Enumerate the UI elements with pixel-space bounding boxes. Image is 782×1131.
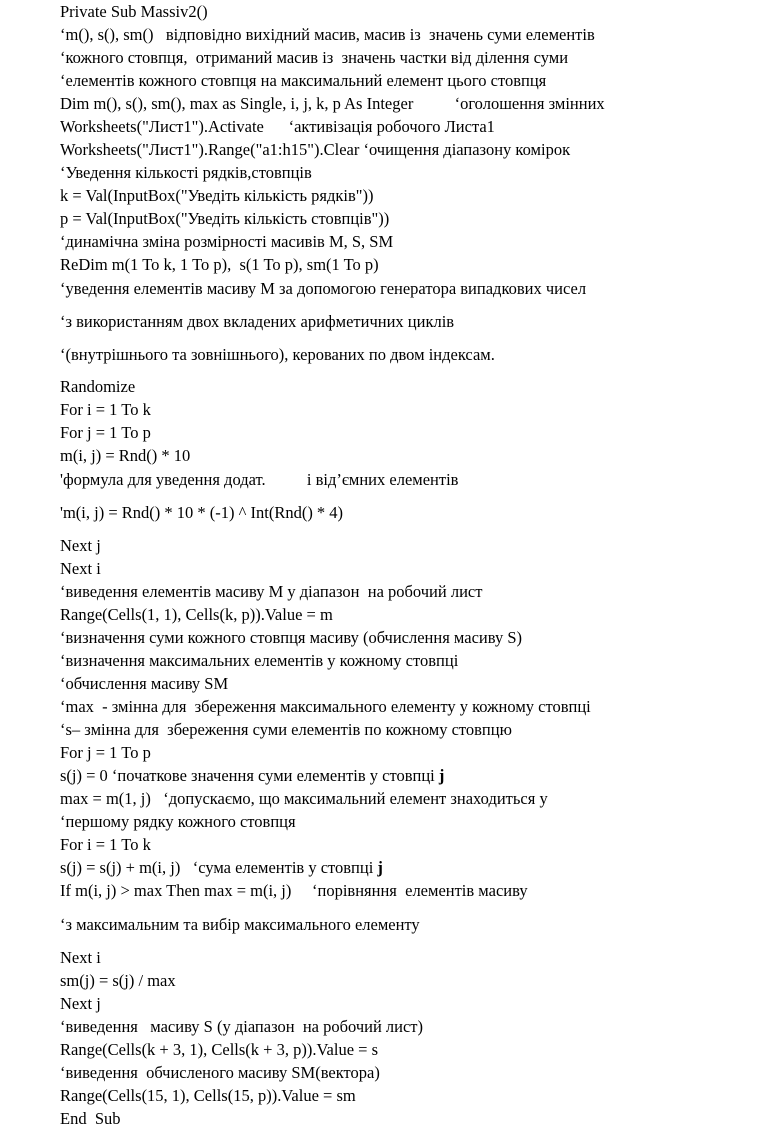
code-line: 'm(i, j) = Rnd() * 10 * (-1) ^ Int(Rnd() * 4): [60, 503, 344, 522]
code-line: End Sub: [60, 1109, 121, 1128]
code-line: ReDim m(1 To k, 1 To p), s(1 To p), sm(1 To p): [60, 255, 379, 274]
code-line: Range(Cells(k + 3, 1), Cells(k + 3, p)).Value = s: [60, 1040, 378, 1059]
code-line-text: s(j) = s(j) + m(i, j) ‘сума елементів у стовпці: [60, 858, 378, 877]
code-line: Next j: [60, 994, 101, 1013]
code-line: Next j: [60, 536, 101, 555]
code-line: 'формула для уведення додат. і від’ємних елементів: [60, 470, 459, 489]
code-line: Next i: [60, 559, 101, 578]
code-line: Range(Cells(1, 1), Cells(k, p)).Value = m: [60, 605, 333, 624]
code-line: m(i, j) = Rnd() * 10: [60, 446, 191, 465]
code-line: ‘першому рядку кожного стовпця: [60, 812, 296, 831]
code-line: ‘виведення обчисленого масиву SM(вектора): [60, 1063, 380, 1082]
code-line: ‘виведення елементів масиву M у діапазон на робочий лист: [60, 582, 483, 601]
code-line: [60, 856, 383, 879]
code-line: k = Val(InputBox("Уведіть кількість рядків")): [60, 186, 374, 205]
code-line: ‘елементів кожного стовпця на максимальний елемент цього стовпця: [60, 71, 547, 90]
bold-j-marker: j: [377, 858, 383, 877]
code-line: Dim m(), s(), sm(), max as Single, i, j, k, p As Integer ‘оголошення змінних: [60, 94, 605, 113]
code-line: [60, 764, 444, 787]
code-line: Randomize: [60, 377, 136, 396]
code-line: Range(Cells(15, 1), Cells(15, p)).Value = sm: [60, 1086, 356, 1105]
code-line: Private Sub Massiv2(): [60, 2, 208, 21]
code-document: [60, 0, 775, 1131]
code-line: ‘max - змінна для збереження максимального елементу у кожному стовпці: [60, 697, 591, 716]
code-line: sm(j) = s(j) / max: [60, 971, 176, 990]
code-line: ‘визначення суми кожного стовпця масиву (обчислення масиву S): [60, 628, 522, 647]
code-line: Next i: [60, 948, 101, 967]
code-line: Worksheets("Лист1").Range("a1:h15").Clear ‘очищення діапазону комірок: [60, 140, 571, 159]
bold-j-marker: j: [438, 766, 445, 785]
code-line: max = m(1, j) ‘допускаємо, що максимальний елемент знаходиться у: [60, 789, 548, 808]
code-line: ‘кожного стовпця, отриманий масив із значень частки від ділення суми: [60, 48, 569, 67]
code-line: ‘обчислення масиву SM: [60, 674, 229, 693]
code-line: ‘m(), s(), sm() відповідно вихідний масив, масив із значень суми елементів: [60, 25, 595, 44]
code-line: ‘виведення масиву S (у діапазон на робочий лист): [60, 1017, 423, 1036]
code-line: ‘динамічна зміна розмірності масивів M, S, SM: [60, 232, 394, 251]
code-line: ‘уведення елементів масиву M за допомогою генератора випадкових чисел: [60, 279, 587, 298]
code-line: If m(i, j) > max Then max = m(i, j) ‘порівняння елементів масиву: [60, 881, 528, 900]
code-line: For j = 1 To p: [60, 423, 151, 442]
code-line: ‘s– змінна для збереження суми елементів по кожному стовпцю: [60, 720, 512, 739]
code-line: For i = 1 To k: [60, 400, 151, 419]
code-line: ‘Уведення кількості рядків,стовпців: [60, 163, 312, 182]
code-line: p = Val(InputBox("Уведіть кількість стовпців")): [60, 209, 390, 228]
code-line: ‘з використанням двох вкладених арифметичних циклів: [60, 312, 455, 331]
code-line: ‘визначення максимальних елементів у кожному стовпці: [60, 651, 459, 670]
code-line: ‘(внутрішнього та зовнішнього), керованих по двом індексам.: [60, 345, 495, 364]
code-line-text: s(j) = 0 ‘початкове значення суми елементів у стовпці: [60, 766, 439, 785]
code-line: For i = 1 To k: [60, 835, 151, 854]
code-line: For j = 1 To p: [60, 743, 151, 762]
code-line: Worksheets("Лист1").Activate ‘активізація робочого Листа1: [60, 117, 495, 136]
code-line: ‘з максимальним та вибір максимального елементу: [60, 915, 420, 934]
